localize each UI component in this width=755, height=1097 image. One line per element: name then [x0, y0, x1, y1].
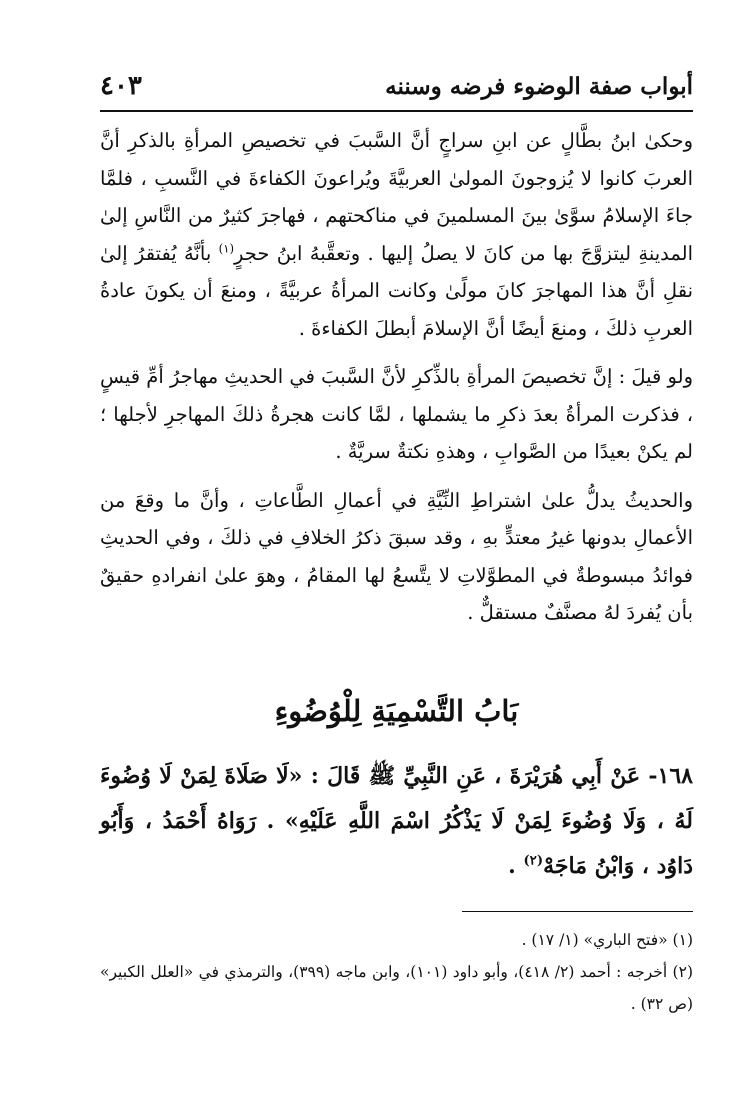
hadith-text: [100, 754, 693, 889]
paragraph: ولو قيلَ : إنَّ تخصيصَ المرأةِ بالذِّكرِ لأنَّ السَّببَ في الحديثِ مهاجرُ أمِّ قيسٍ ، فذكرت المرأةُ بعدَ ذكرِ ما يشملها ، لمَّا كانت هجرةُ ذلكَ المهاجرِ لأجلها ؛ لم يكنْ بعيدًا من الصَّوابِ ، وهذهِ نكتةٌ سريَّةٌ .: [100, 365, 693, 463]
hadith-end: .: [508, 853, 524, 879]
page-header: [100, 66, 693, 106]
footnote-item: (٢) أخرجه : أحمد (٢/ ٤١٨)، وأبو داود (١٠١)، وابن ماجه (٣٩٩)، والترمذي في «العلل الكبير» (ص ٣٢) .: [100, 963, 693, 1013]
hadith-body: ١٦٨- عَنْ أَبِي هُرَيْرَةَ ، عَنِ النَّبِيِّ ﷺ قَالَ : «لَا صَلَاةَ لِمَنْ لَا وُضُوءَ لَهُ ، وَلَا وُضُوءَ لِمَنْ لَا يَذْكُرُ اسْمَ اللَّهِ عَلَيْهِ» . رَوَاهُ أَحْمَدُ ، وَأَبُو دَاوُد ، وَابْنُ مَاجَهْ: [100, 763, 693, 879]
header-divider: [100, 110, 693, 112]
footnote-ref[interactable]: (٢): [523, 853, 544, 869]
chapter-title: بَابُ التَّسْمِيَةِ لِلْوُضُوءِ: [274, 694, 519, 728]
footnotes: [100, 924, 693, 1020]
paragraph-text: بأنَّهُ يُفتقرُ إلىٰ نقلِ أنَّ هذا المهاجرَ كانَ مولًىٰ وكانت المرأةُ عربيَّةً ، ومنعَ أن يكونَ عادةُ العربِ ذلكَ ، ومنعَ أيضًا أنَّ الإسلامَ أبطلَ الكفاءةَ .: [100, 241, 693, 340]
footnote-item: (١) «فتح الباري» (١/ ١٧) .: [521, 931, 693, 949]
running-title: أبواب صفة الوضوء فرضه وسننه: [385, 72, 693, 100]
footnote-divider: [462, 911, 693, 912]
paragraph: [100, 122, 693, 347]
commentary-text: [100, 122, 693, 643]
footnote-ref[interactable]: (١): [218, 241, 235, 255]
page-number: ٤٠٣: [100, 71, 142, 101]
paragraph: والحديثُ يدلُّ علىٰ اشتراطِ النِّيَّةِ في أعمالِ الطَّاعاتِ ، وأنَّ ما وقعَ من الأعمالِ بدونها غيرُ معتدٍّ بهِ ، وقد سبقَ ذكرُ الخلافِ في ذلكَ ، وفي الحديثِ فوائدُ مبسوطةٌ في المطوَّلاتِ لا يتَّسعُ لها المقامُ ، وهوَ علىٰ انفرادهِ حقيقٌ بأن يُفردَ لهُ مصنَّفٌ مستقلٌّ .: [100, 488, 693, 624]
paragraph-text: وحكىٰ ابنُ بطَّالٍ عن ابنِ سراجٍ أنَّ السَّببَ في تخصيصِ المرأةِ بالذكرِ أنَّ العربَ كانوا لا يُزوجونَ المولىٰ العربيَّةَ ويُراعونَ الكفاءةَ في النَّسبِ ، فلمَّا جاءَ الإسلامُ سوَّىٰ بينَ المسلمينَ في مناكحتهم ، فهاجرَ كثيرٌ من النَّاسِ إلىٰ المدينةِ ليتزوَّجَ بها من كانَ لا يصلُ إليها . وتعقَّبهُ ابنُ حجرٍ: [100, 129, 693, 265]
